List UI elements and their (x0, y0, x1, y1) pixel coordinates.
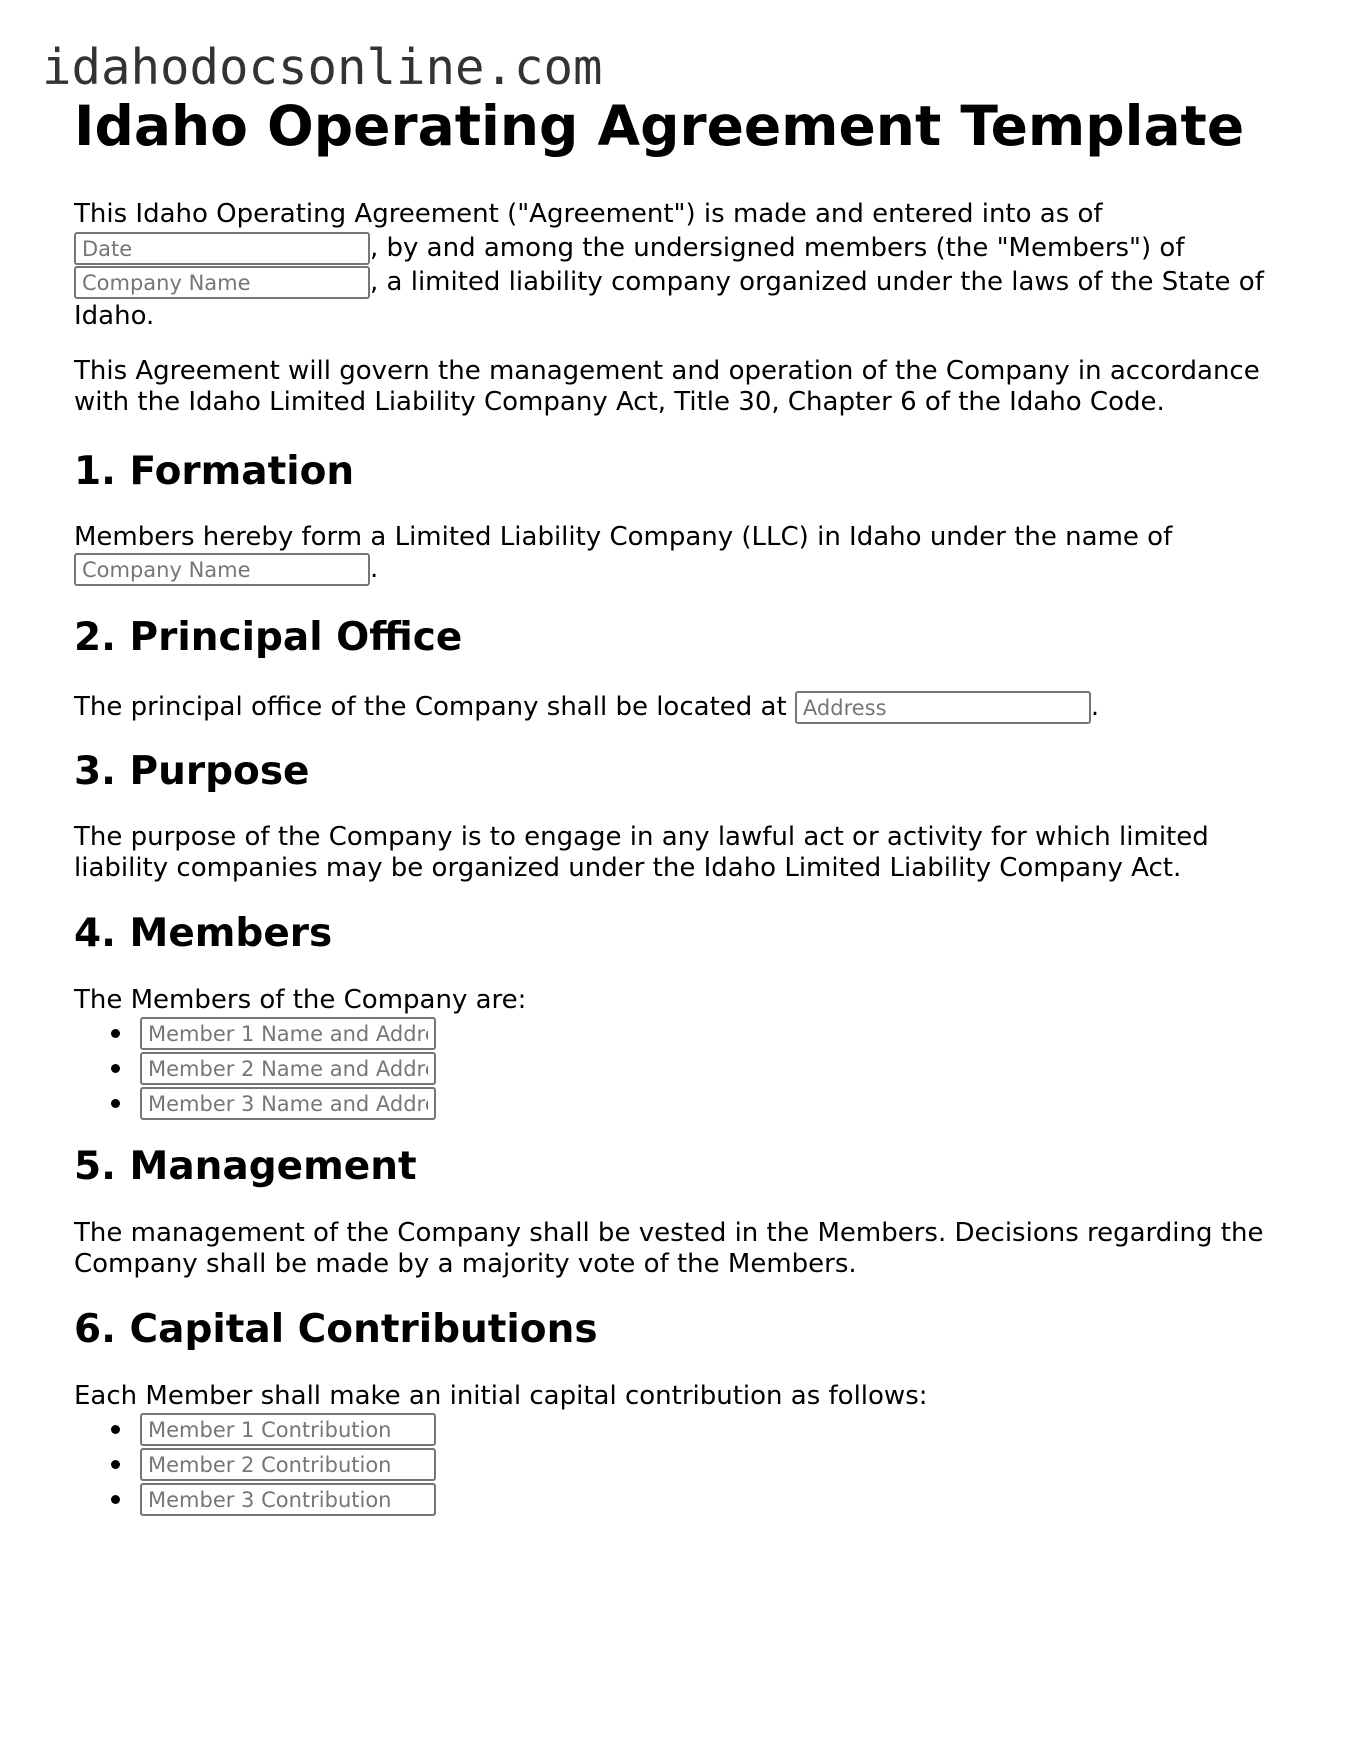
principal-office-paragraph (74, 690, 1284, 724)
management-paragraph: The management of the Company shall be vested in the Members. Decisions regarding the Company shall be made by a majority vote of the Members. (74, 1218, 1264, 1279)
address-field[interactable] (795, 691, 1091, 724)
bullet-icon (111, 1029, 120, 1038)
member-2-contribution-field[interactable] (140, 1448, 436, 1481)
members-list (74, 1016, 1284, 1121)
member-3-field[interactable] (140, 1087, 436, 1120)
contributions-list (74, 1412, 1284, 1517)
section-heading-purpose: 3. Purpose (74, 749, 310, 794)
agreement-document (74, 92, 1284, 1517)
purpose-paragraph: The purpose of the Company is to engage in any lawful act or activity for which limited liability companies may be organized under the Idaho Limited Liability Company Act. (74, 822, 1209, 883)
bullet-icon (111, 1425, 120, 1434)
governance-paragraph: This Agreement will govern the management and operation of the Company in accordance with the Idaho Limited Liability Company Act, Title 30, Chapter 6 of the Idaho Code. (74, 356, 1260, 417)
intro-paragraph (74, 197, 1284, 333)
formation-paragraph (74, 521, 1284, 586)
list-item (74, 1447, 1284, 1482)
bullet-icon (111, 1460, 120, 1469)
section-heading-principal-office: 2. Principal Office (74, 615, 463, 660)
capital-paragraph: Each Member shall make an initial capital contribution as follows: (74, 1381, 928, 1411)
section-heading-members: 4. Members (74, 911, 333, 956)
principal-office-text: The principal office of the Company shall be located at (74, 692, 787, 722)
section-heading-management: 5. Management (74, 1144, 417, 1189)
member-1-contribution-field[interactable] (140, 1413, 436, 1446)
intro-text-line1: This Idaho Operating Agreement ("Agreement") is made and entered into as of (74, 199, 1103, 229)
members-paragraph: The Members of the Company are: (74, 985, 527, 1015)
site-watermark: idahodocsonline.com (42, 39, 603, 96)
member-2-field[interactable] (140, 1052, 436, 1085)
date-field[interactable] (74, 232, 370, 265)
principal-office-period: . (1090, 692, 1100, 722)
formation-company-name-field[interactable] (74, 553, 370, 586)
member-1-field[interactable] (140, 1017, 436, 1050)
list-item (74, 1482, 1284, 1517)
company-name-field[interactable] (74, 266, 370, 299)
bullet-icon (111, 1495, 120, 1504)
list-item (74, 1086, 1284, 1121)
member-3-contribution-field[interactable] (140, 1483, 436, 1516)
bullet-icon (111, 1099, 120, 1108)
intro-text-after-date: , by and among the undersigned members (the "Members") of (370, 233, 1185, 263)
section-heading-capital-contributions: 6. Capital Contributions (74, 1307, 598, 1352)
list-item (74, 1016, 1284, 1051)
bullet-icon (111, 1064, 120, 1073)
formation-period: . (370, 554, 379, 584)
intro-text-after-company: , a limited liability company organized under the laws of the State of Idaho. (74, 267, 1264, 331)
page-title: Idaho Operating Agreement Template (74, 94, 1245, 158)
list-item (74, 1412, 1284, 1447)
formation-text: Members hereby form a Limited Liability Company (LLC) in Idaho under the name of (74, 522, 1173, 552)
list-item (74, 1051, 1284, 1086)
section-heading-formation: 1. Formation (74, 449, 355, 494)
